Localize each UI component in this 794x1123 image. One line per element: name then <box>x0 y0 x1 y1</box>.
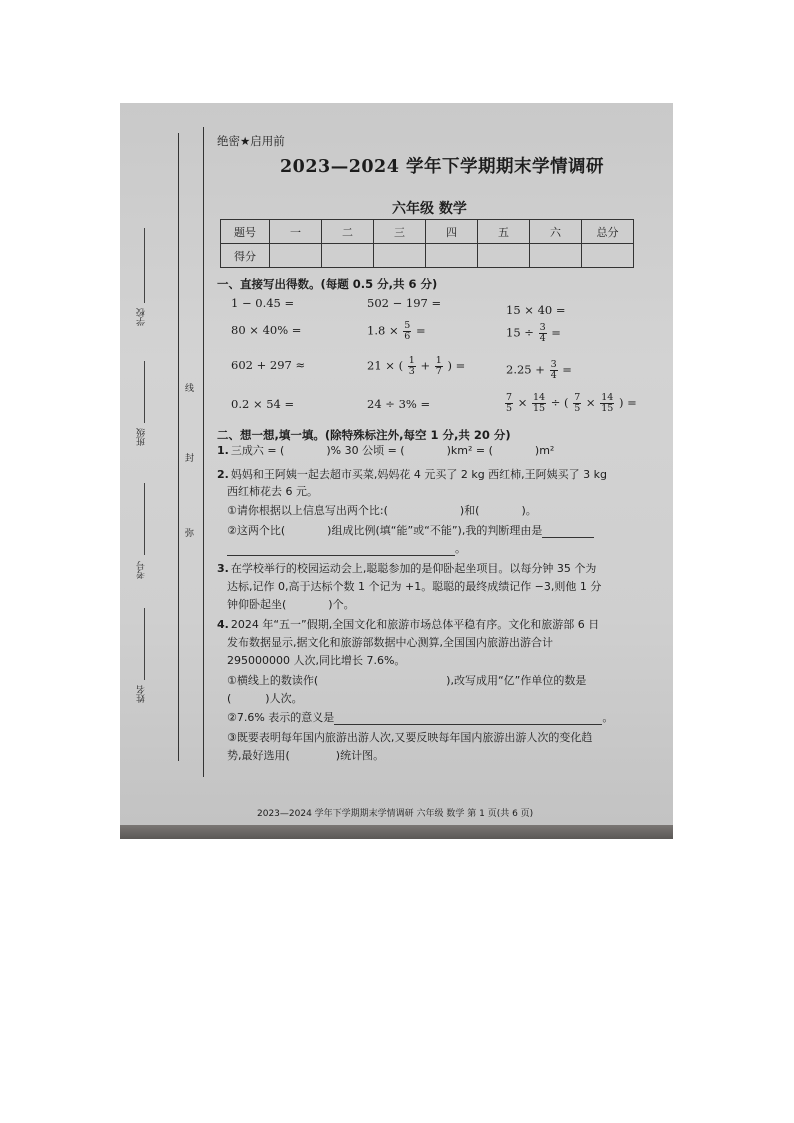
answer-blank[interactable] <box>334 713 602 725</box>
question-2-sub2 <box>227 523 594 538</box>
numerator: 7 <box>506 392 513 403</box>
fraction <box>403 321 411 342</box>
calc-item <box>367 321 426 342</box>
question-text: )% 30 公顷 = ( <box>326 444 405 457</box>
question-text-line: 达标,记作 0,高于达标个数 1 个记为 +1。聪聪的最终成绩记作 −3,则他 1 分 <box>227 580 602 593</box>
calc-text: 1.8 × <box>367 323 399 338</box>
numerator: 14 <box>533 392 546 403</box>
answer-blank[interactable] <box>285 527 327 538</box>
calc-text: = <box>551 325 561 340</box>
question-text: 在学校举行的校园运动会上,聪聪参加的是仰卧起坐项目。以每分钟 35 个为 <box>230 562 597 575</box>
score-cell[interactable] <box>374 244 426 268</box>
confidential-note: 绝密★启用前 <box>217 134 285 148</box>
exam-no-blank[interactable] <box>144 483 145 555</box>
denominator: 15 <box>533 403 546 414</box>
question-text-line: ③既要表明每年国内旅游出游人次,又要反映每年国内旅游出游人次的变化趋 <box>227 731 593 744</box>
question-text: )。 <box>521 504 537 517</box>
name-blank[interactable] <box>144 608 145 680</box>
score-header-cell: 三 <box>374 220 426 244</box>
denominator: 3 <box>408 366 415 377</box>
calc-item: 80 × 40% = <box>231 323 302 337</box>
school-blank[interactable] <box>144 228 145 303</box>
answer-blank[interactable] <box>479 507 521 518</box>
answer-blank[interactable] <box>388 507 460 518</box>
side-school-label: 学校 <box>137 308 147 326</box>
side-exam-no-label: 考号 <box>137 561 147 579</box>
question-3-line3 <box>227 597 355 612</box>
calc-text: = <box>415 323 426 338</box>
calc-text: 2.25 + <box>506 362 545 377</box>
question-text: )组成比例(填“能”或“不能”),我的判断理由是 <box>327 524 543 537</box>
question-text: ( <box>227 692 232 705</box>
question-4-sub3 <box>227 748 384 763</box>
fraction <box>505 393 513 414</box>
denominator: 5 <box>574 403 581 414</box>
side-name-label: 姓名 <box>137 685 147 703</box>
fraction <box>532 393 546 414</box>
calc-item: 24 ÷ 3% = <box>367 397 431 411</box>
calc-text: × <box>585 395 596 410</box>
subject-subtitle: 六年级 数学 <box>392 201 467 217</box>
question-text: )m² <box>534 444 555 457</box>
fraction <box>600 393 614 414</box>
calc-text: = <box>562 362 572 377</box>
score-cell[interactable] <box>530 244 582 268</box>
calc-text: 15 ÷ <box>506 325 534 340</box>
question-text: ②这两个比( <box>227 524 286 537</box>
seal-seal-label: 封 <box>183 453 193 462</box>
calc-text: ) = <box>447 358 466 373</box>
numerator: 1 <box>408 355 415 366</box>
score-header-cell: 题号 <box>221 220 270 244</box>
question-4-sub1-line2 <box>227 691 303 706</box>
fraction <box>550 360 558 381</box>
question-3 <box>217 561 596 576</box>
denominator: 4 <box>539 333 546 344</box>
question-text: 钟仰卧起坐( <box>227 598 287 611</box>
calc-item: 0.2 × 54 = <box>231 397 295 411</box>
question-2-sub2-line2 <box>227 541 466 556</box>
question-text-line: 295000000 人次,同比增长 7.6%。 <box>227 654 406 667</box>
answer-blank[interactable] <box>493 447 535 458</box>
denominator: 6 <box>404 331 411 342</box>
score-cell[interactable] <box>270 244 322 268</box>
page-footer: 2023—2024 学年下学期期末学情调研 六年级 数学 第 1 页(共 6 页) <box>257 809 534 819</box>
question-number: 4. <box>217 618 229 631</box>
exam-photo <box>120 103 673 839</box>
score-header-cell: 六 <box>530 220 582 244</box>
page-title: 2023—2024 学年下学期期末学情调研 <box>280 157 605 177</box>
calc-item <box>506 360 572 381</box>
calc-item <box>506 323 561 344</box>
question-text: )人次。 <box>265 692 303 705</box>
question-2 <box>217 467 607 482</box>
answer-blank[interactable] <box>318 677 446 688</box>
question-text: ),改写成用“亿”作单位的数是 <box>446 674 587 687</box>
score-header-cell: 四 <box>426 220 478 244</box>
question-number: 1. <box>217 444 229 457</box>
calc-item: 602 + 297 ≈ <box>231 358 306 372</box>
question-text: 三成六 = ( <box>230 444 285 457</box>
answer-blank[interactable] <box>227 544 455 556</box>
numerator: 7 <box>574 392 581 403</box>
frame-line <box>203 127 204 777</box>
fraction <box>539 323 547 344</box>
answer-blank[interactable] <box>405 447 447 458</box>
score-cell[interactable] <box>582 244 634 268</box>
calc-text: + <box>420 358 431 373</box>
numerator: 3 <box>550 359 557 370</box>
question-text: )统计图。 <box>335 749 385 762</box>
calc-text: ÷ ( <box>550 395 569 410</box>
score-header-cell: 一 <box>270 220 322 244</box>
question-text: ①横线上的数读作( <box>227 674 319 687</box>
score-cell[interactable] <box>426 244 478 268</box>
score-table-header-row <box>221 220 634 244</box>
fraction <box>435 356 443 377</box>
denominator: 4 <box>550 370 557 381</box>
side-class-label: 班级 <box>137 428 147 446</box>
question-text: 势,最好选用( <box>227 749 290 762</box>
score-table-score-row <box>221 244 634 268</box>
section2-title: 二、想一想,填一填。(除特殊标注外,每空 1 分,共 20 分) <box>217 428 511 442</box>
question-number: 2. <box>217 468 229 481</box>
score-header-cell: 总分 <box>582 220 634 244</box>
question-4-sub2 <box>227 710 613 725</box>
photo-bottom-edge <box>120 825 673 839</box>
question-4-sub1 <box>227 673 586 688</box>
calc-text: × <box>517 395 528 410</box>
question-text: )和( <box>459 504 480 517</box>
answer-blank[interactable] <box>231 695 265 706</box>
answer-blank[interactable] <box>290 752 336 763</box>
question-text: 。 <box>602 711 614 724</box>
question-text: 妈妈和王阿姨一起去超市买菜,妈妈花 4 元买了 2 kg 西红柿,王阿姨买了 3 kg <box>230 468 608 481</box>
answer-blank[interactable] <box>286 601 328 612</box>
calc-text: ) = <box>618 395 637 410</box>
question-text: )km² = ( <box>446 444 493 457</box>
numerator: 1 <box>435 355 442 366</box>
numerator: 14 <box>601 392 614 403</box>
question-2-sub1 <box>227 503 537 518</box>
question-number: 3. <box>217 562 229 575</box>
calc-item: 502 − 197 = <box>367 296 442 310</box>
question-4 <box>217 617 599 632</box>
seal-close-label: 弥 <box>183 528 193 537</box>
question-text: ①请你根据以上信息写出两个比:( <box>227 504 388 517</box>
score-header-cell: 二 <box>322 220 374 244</box>
class-blank[interactable] <box>144 361 145 423</box>
answer-blank[interactable] <box>542 526 594 538</box>
calc-item: 1 − 0.45 = <box>231 296 295 310</box>
question-text: 2024 年“五一”假期,全国文化和旅游市场总体平稳有序。文化和旅游部 6 日 <box>230 618 600 631</box>
denominator: 5 <box>506 403 513 414</box>
denominator: 15 <box>601 403 614 414</box>
score-table <box>220 219 634 268</box>
section1-title: 一、直接写出得数。(每题 0.5 分,共 6 分) <box>217 277 438 291</box>
question-text-line: 西红柿花去 6 元。 <box>227 485 318 498</box>
calc-item <box>367 356 465 377</box>
question-text: ②7.6% 表示的意义是 <box>227 711 335 724</box>
answer-blank[interactable] <box>284 447 326 458</box>
question-text: )个。 <box>328 598 355 611</box>
fraction <box>408 356 416 377</box>
question-text: 。 <box>455 542 466 555</box>
score-cell[interactable] <box>322 244 374 268</box>
numerator: 5 <box>404 320 411 331</box>
question-1 <box>217 443 554 458</box>
calc-text: 21 × ( <box>367 358 404 373</box>
numerator: 3 <box>539 322 546 333</box>
score-cell[interactable] <box>478 244 530 268</box>
fraction <box>573 393 581 414</box>
calc-item <box>504 393 637 414</box>
seal-line-label: 线 <box>183 383 193 392</box>
binding-line <box>178 133 179 761</box>
score-header-cell: 五 <box>478 220 530 244</box>
score-row-label: 得分 <box>221 244 270 268</box>
question-text-line: 发布数据显示,据文化和旅游部数据中心测算,全国国内旅游出游合计 <box>227 636 553 649</box>
denominator: 7 <box>435 366 442 377</box>
calc-item: 15 × 40 = <box>506 303 566 317</box>
